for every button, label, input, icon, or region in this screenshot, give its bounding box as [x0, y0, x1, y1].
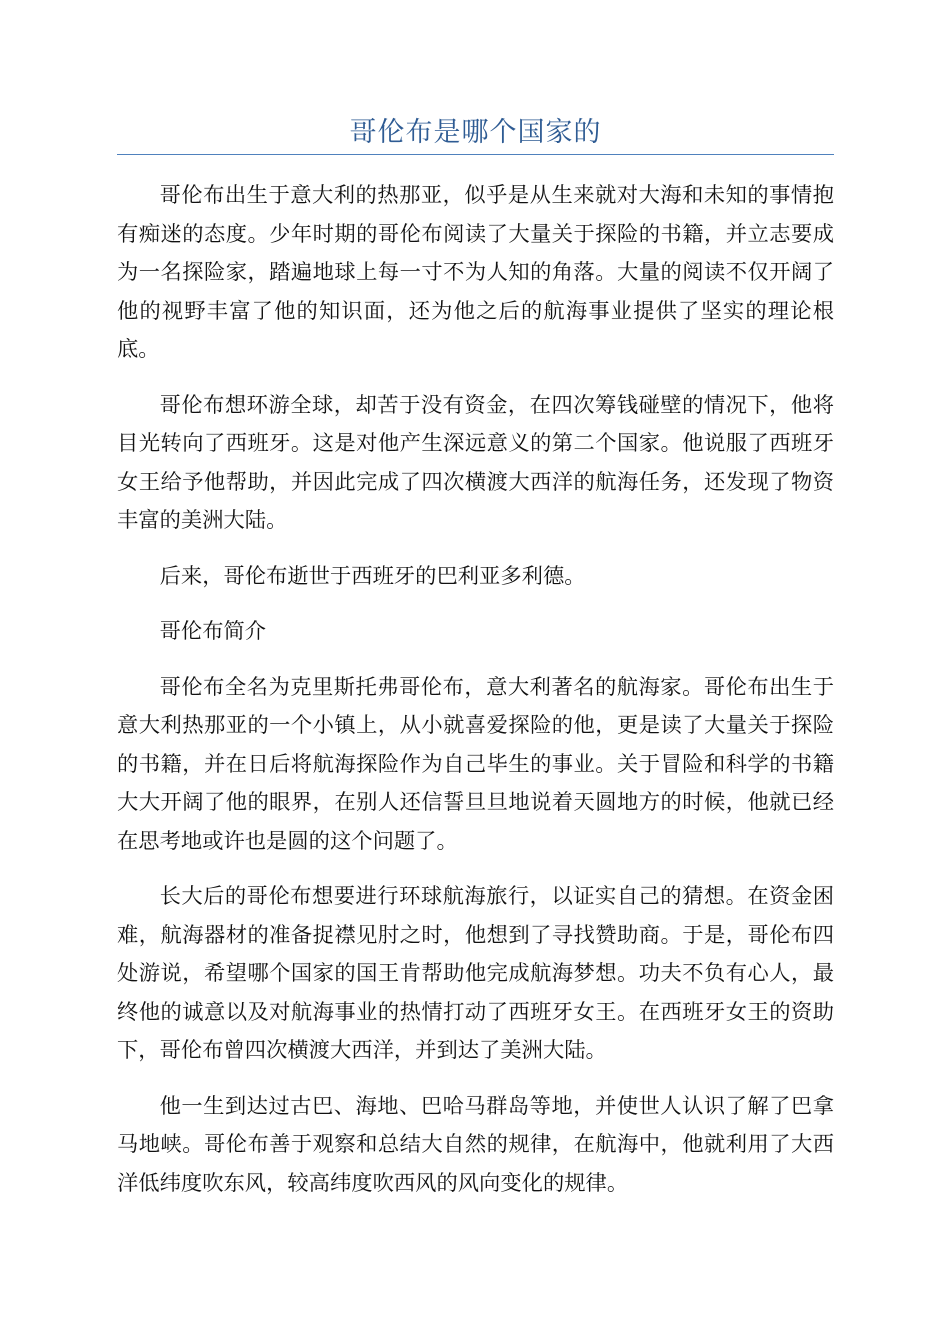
- paragraph-death: 后来，哥伦布逝世于西班牙的巴利亚多利德。: [159, 563, 586, 589]
- document-title: 哥伦布是哪个国家的: [349, 117, 602, 148]
- document-body: [117, 177, 834, 1220]
- title-underline: [117, 154, 834, 155]
- paragraph-spain: 哥伦布想环游全球，却苦于没有资金，在四次筹钱碰壁的情况下，他将目光转向了西班牙。这是对他产生深远意义的第二个国家。他说服了西班牙女王给予他帮助，并因此完成了四次横渡大西洋的航海任务，还发现了物资丰富的美洲大陆。: [117, 392, 834, 533]
- section-heading-intro: 哥伦布简介: [159, 619, 267, 644]
- paragraph-voyage: 长大后的哥伦布想要进行环球航海旅行，以证实自己的猜想。在资金困难，航海器材的准备捉襟见肘之时，他想到了寻找赞助商。于是，哥伦布四处游说，希望哪个国家的国王肯帮助他完成航海梦想。功夫不负有心人，最终他的诚意以及对航海事业的热情打动了西班牙女王。在西班牙女王的资助下，哥伦布曾四次横渡大西洋，并到达了美洲大陆。: [117, 884, 834, 1063]
- paragraph-birth: 哥伦布出生于意大利的热那亚，似乎是从生来就对大海和未知的事情抱有痴迷的态度。少年时期的哥伦布阅读了大量关于探险的书籍，并立志要成为一名探险家，踏遍地球上每一寸不为人知的角落。大量的阅读不仅开阔了他的视野丰富了他的知识面，还为他之后的航海事业提供了坚实的理论根底。: [117, 183, 834, 362]
- paragraph-places: 他一生到达过古巴、海地、巴哈马群岛等地，并使世人认识了解了巴拿马地峡。哥伦布善于观察和总结大自然的规律，在航海中，他就利用了大西洋低纬度吹东风，较高纬度吹西风的风向变化的规律。: [117, 1093, 834, 1196]
- paragraph-full-name: 哥伦布全名为克里斯托弗哥伦布，意大利著名的航海家。哥伦布出生于意大利热那亚的一个小镇上，从小就喜爱探险的他，更是读了大量关于探险的书籍，并在日后将航海探险作为自己毕生的事业。关于冒险和科学的书籍大大开阔了他的眼界，在别人还信誓旦旦地说着天圆地方的时候，他就已经在思考地或许也是圆的这个问题了。: [117, 674, 834, 854]
